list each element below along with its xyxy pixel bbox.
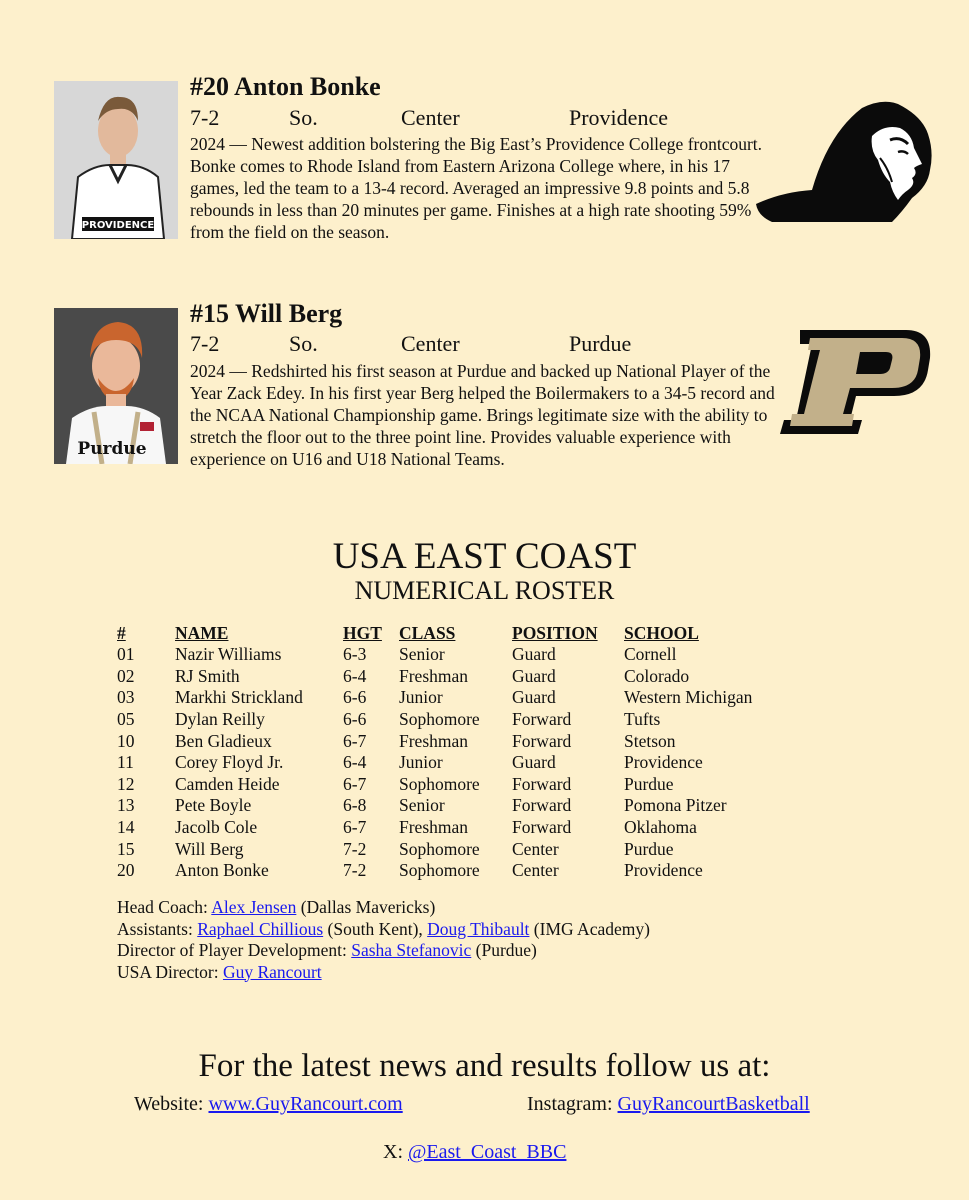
roster-position: Forward bbox=[512, 817, 572, 838]
roster-header-class: CLASS bbox=[399, 622, 456, 643]
roster-header-height: HGT bbox=[343, 622, 382, 643]
roster-number: 01 bbox=[117, 644, 135, 665]
director-dev-note: (Purdue) bbox=[471, 940, 537, 960]
jersey-text-berg: Purdue bbox=[77, 439, 147, 459]
player-bio-bonke: 2024 — Newest addition bolstering the Big East’s Providence College frontcourt. Bonke comes to Rhode Island from Eastern Arizona College where, in his 17 games, led the team to a 13-4 record. Averaged an impressive 9.8 points and 5.8 rebounds in less than 20 minutes per game. Finishes at a high rate shooting 59% from the field on the season. bbox=[190, 134, 763, 242]
roster-class: Freshman bbox=[399, 817, 469, 838]
table-row bbox=[117, 687, 784, 709]
roster-class: Junior bbox=[399, 687, 443, 708]
roster-number: 13 bbox=[117, 795, 135, 816]
roster-school: Providence bbox=[624, 860, 703, 881]
roster-height: 7-2 bbox=[343, 838, 367, 859]
website-link[interactable]: www.GuyRancourt.com bbox=[208, 1093, 403, 1115]
roster-player-name: Jacolb Cole bbox=[175, 817, 258, 838]
table-row bbox=[117, 838, 784, 860]
providence-friar-logo bbox=[752, 94, 938, 230]
instagram-line bbox=[527, 1093, 810, 1116]
roster-class: Freshman bbox=[399, 730, 469, 751]
player-bio-berg: 2024 — Redshirted his first season at Purdue and backed up National Player of the Year Zack Edey. In his first year Berg helped the Boilermakers to a 34-5 record and the NCAA National Championship game. Brings legitimate size with the ability to stretch the floor out to the three point line. Provides valuable experience with experience on U16 and U18 National Teams. bbox=[190, 361, 775, 469]
director-dev-label: Director of Player Development: bbox=[117, 940, 352, 960]
roster-number: 11 bbox=[117, 752, 134, 773]
director-dev-link[interactable]: Sasha Stefanovic bbox=[351, 940, 472, 960]
staff-director-dev bbox=[117, 940, 650, 962]
roster-number: 15 bbox=[117, 838, 135, 859]
website-line bbox=[134, 1093, 403, 1116]
roster-number: 02 bbox=[117, 665, 135, 686]
roster-height: 6-3 bbox=[343, 644, 367, 665]
website-label: Website: bbox=[134, 1093, 209, 1115]
jersey-text-bonke: PROVIDENCE bbox=[81, 220, 155, 231]
roster-position: Guard bbox=[512, 687, 556, 708]
roster-position: Guard bbox=[512, 752, 556, 773]
roster-player-name: Pete Boyle bbox=[175, 795, 252, 816]
roster-class: Sophomore bbox=[399, 838, 480, 859]
roster-class: Sophomore bbox=[399, 773, 480, 794]
roster-height: 6-4 bbox=[343, 752, 367, 773]
roster-height: 6-7 bbox=[343, 773, 367, 794]
player-school-bonke: Providence bbox=[569, 105, 668, 130]
roster-number: 14 bbox=[117, 817, 135, 838]
staff-head-coach bbox=[117, 897, 650, 919]
roster-player-name: Nazir Williams bbox=[175, 644, 282, 665]
player-name-bonke: #20 Anton Bonke bbox=[190, 72, 381, 101]
table-row bbox=[117, 730, 784, 752]
table-row bbox=[117, 774, 784, 796]
usa-director-link[interactable]: Guy Rancourt bbox=[222, 961, 322, 982]
table-row bbox=[117, 817, 784, 839]
roster-position: Center bbox=[512, 838, 559, 859]
player-year-bonke: So. bbox=[289, 105, 318, 130]
player-name-berg: #15 Will Berg bbox=[190, 299, 343, 328]
roster-position: Guard bbox=[512, 644, 556, 665]
roster-number: 03 bbox=[117, 687, 135, 708]
roster-position: Forward bbox=[512, 773, 572, 794]
roster-class: Senior bbox=[399, 795, 445, 816]
table-row bbox=[117, 709, 784, 731]
x-label: X: bbox=[383, 1141, 408, 1163]
roster-number: 20 bbox=[117, 860, 135, 881]
player-photo-berg bbox=[54, 308, 178, 464]
roster-school: Tufts bbox=[624, 709, 661, 730]
roster-player-name: Corey Floyd Jr. bbox=[175, 752, 284, 773]
roster-header-school: SCHOOL bbox=[624, 622, 699, 643]
head-coach-note: (Dallas Mavericks) bbox=[296, 897, 436, 917]
roster-class: Sophomore bbox=[399, 860, 480, 881]
roster-school: Oklahoma bbox=[624, 817, 697, 838]
head-coach-link[interactable]: Alex Jensen bbox=[211, 897, 297, 917]
roster-position: Forward bbox=[512, 709, 572, 730]
roster-player-name: Ben Gladieux bbox=[175, 730, 272, 751]
roster-school: Pomona Pitzer bbox=[624, 795, 727, 816]
head-coach-label: Head Coach: bbox=[117, 897, 212, 917]
assistant-2-note: (IMG Academy) bbox=[529, 918, 650, 939]
roster-class: Sophomore bbox=[399, 709, 480, 730]
instagram-label: Instagram: bbox=[527, 1093, 618, 1115]
player-school-berg: Purdue bbox=[569, 331, 632, 356]
roster-height: 6-7 bbox=[343, 817, 367, 838]
roster-header-row bbox=[117, 622, 784, 644]
usa-director-label: USA Director: bbox=[117, 961, 223, 982]
assistant-1-link[interactable]: Raphael Chillious bbox=[197, 918, 324, 939]
player-year-berg: So. bbox=[289, 331, 318, 356]
follow-headline: For the latest news and results follow us at: bbox=[198, 1048, 771, 1084]
roster-height: 6-7 bbox=[343, 730, 367, 751]
roster-table bbox=[117, 622, 784, 882]
roster-class: Junior bbox=[399, 752, 443, 773]
staff-assistants bbox=[117, 919, 650, 941]
roster-header-name: NAME bbox=[175, 622, 229, 643]
roster-position: Guard bbox=[512, 665, 556, 686]
player-height-bonke: 7-2 bbox=[190, 105, 220, 130]
roster-player-name: Dylan Reilly bbox=[175, 709, 265, 730]
table-row bbox=[117, 644, 784, 666]
table-row bbox=[117, 752, 784, 774]
roster-header-position: POSITION bbox=[512, 622, 598, 643]
staff-usa-director bbox=[117, 962, 650, 984]
roster-number: 05 bbox=[117, 709, 135, 730]
assistants-label: Assistants: bbox=[117, 918, 198, 939]
roster-class: Freshman bbox=[399, 665, 469, 686]
roster-subtitle: NUMERICAL ROSTER bbox=[354, 576, 615, 605]
purdue-p-logo bbox=[778, 328, 934, 436]
table-row bbox=[117, 666, 784, 688]
roster-player-name: Will Berg bbox=[175, 838, 244, 859]
table-row bbox=[117, 795, 784, 817]
roster-number: 10 bbox=[117, 730, 135, 751]
roster-class: Senior bbox=[399, 644, 445, 665]
player-position-bonke: Center bbox=[401, 105, 460, 130]
roster-height: 6-8 bbox=[343, 795, 367, 816]
roster-height: 6-4 bbox=[343, 665, 367, 686]
roster-title: USA EAST COAST bbox=[332, 536, 637, 577]
roster-header-number: # bbox=[117, 622, 126, 643]
player-position-berg: Center bbox=[401, 331, 460, 356]
roster-player-name: Markhi Strickland bbox=[175, 687, 303, 708]
roster-height: 6-6 bbox=[343, 687, 367, 708]
x-line bbox=[383, 1141, 566, 1164]
roster-height: 6-6 bbox=[343, 709, 367, 730]
roster-school: Purdue bbox=[624, 773, 674, 794]
player-photo-bonke bbox=[54, 81, 178, 239]
roster-school: Colorado bbox=[624, 665, 690, 686]
roster-school: Purdue bbox=[624, 838, 674, 859]
instagram-link[interactable]: GuyRancourtBasketball bbox=[617, 1093, 810, 1115]
staff-list bbox=[117, 897, 650, 983]
roster-player-name: RJ Smith bbox=[175, 665, 240, 686]
roster-player-name: Camden Heide bbox=[175, 773, 280, 794]
roster-position: Forward bbox=[512, 795, 572, 816]
roster-school: Cornell bbox=[624, 644, 677, 665]
roster-school: Western Michigan bbox=[624, 687, 753, 708]
roster-position: Forward bbox=[512, 730, 572, 751]
roster-school: Providence bbox=[624, 752, 703, 773]
roster-school: Stetson bbox=[624, 730, 676, 751]
roster-position: Center bbox=[512, 860, 559, 881]
x-link[interactable]: @East_Coast_BBC bbox=[408, 1141, 567, 1163]
table-row bbox=[117, 860, 784, 882]
assistant-1-note: (South Kent), bbox=[323, 918, 428, 939]
roster-height: 7-2 bbox=[343, 860, 367, 881]
player-height-berg: 7-2 bbox=[190, 331, 220, 356]
roster-number: 12 bbox=[117, 773, 135, 794]
assistant-2-link[interactable]: Doug Thibault bbox=[427, 918, 530, 939]
roster-player-name: Anton Bonke bbox=[175, 860, 269, 881]
